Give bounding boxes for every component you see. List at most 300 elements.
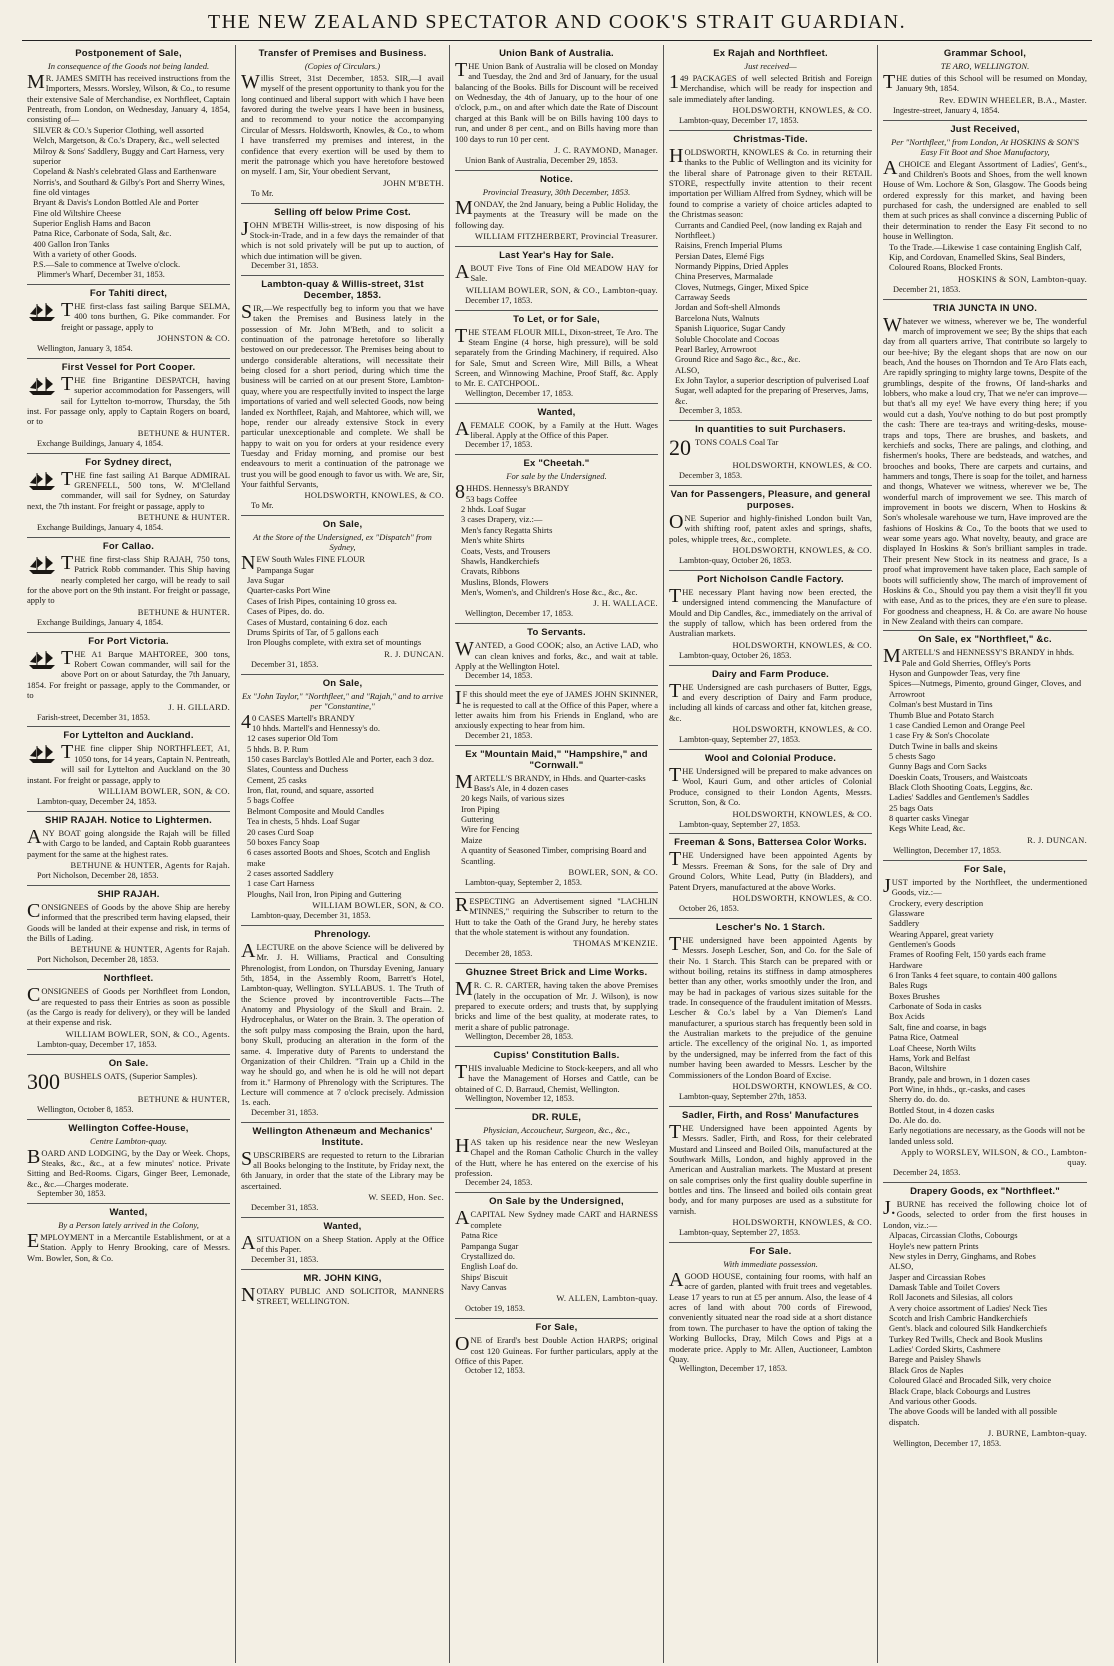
ad-list-item: Kegs White Lead, &c. [889,823,966,834]
ad-list-item: Alpacas, Circassian Cloths, Cobourgs [889,1230,1018,1241]
ad-list-item: 6 cases assorted Boots and Shoes, Scotch and English make [247,847,430,868]
ad-body: Whatever we witness, wherever we be, The wonderful march of improvement we see; By the ships that each day from all quarters arrive, That contribute so largely to our bee-hive; By the elegant shops that are now on our beach, And the houses on Thorndon and Te Aro Flats each, Are rapidly springing to mighty large towns, Despite of the grumblings, despite of the frowns, Of land-sharks and lobbers, who make a loud cry, That we ne'er can improve—but that's all my eye! We have every thing here; if you would cut a dash, You've nothing to do but post promptly the cash: There are tea-trays and writing-desks, mouse-traps and tops, There are brushes, and baskets, and kerchiefs and socks, There are palings, and clothing, and fishermen's hooks, There are bedsteads, and watches, and brooches and books, There are carpets and curtains, and hammers and tongs, There is soap for the toilet, and harness and thongs, Whatever we witness, wherever we be, The wonderful march of improvement we see. This march of improvement in boots we discern, When to Hoskins & Son's wholesale warehouse we turn, Have improved are the fashions of Hoskins & Co., To the boots that we used to wear some years ago. What novelty, beauty, and grace are displayed In Hoskins & Son's brilliant samples in trade. Their present New Stock in its neatness and grace, Is a proof what improvement have taken place, Each sample of boots will sufficiently show, The march of improvement of Hoskins & Co., Should you pay them a visit they'll fit you with ease, And as to the prices, they are e'en sure to please. For goodness and cheapness, H. & Co. are aware No house in New Zealand with theirs can compare. [883,313,1087,626]
ad-signature: HOLDSWORTH, KNOWLES, & CO. [732,639,872,650]
ad-heading: Last Year's Hay for Sale. [499,249,614,261]
ad-heading: TRIA JUNCTA IN UNO. [932,302,1038,314]
ad-signature: J. H. GILLARD. [168,701,230,712]
advertisement [241,45,444,204]
ad-heading: To Let, or for Sale, [513,313,600,325]
advertisement [27,359,230,454]
advertisement [241,926,444,1123]
ad-subheading: Centre Lambton-quay. [89,1135,168,1146]
ad-list-item: Iron Ploughs complete, with extra set of mountings [247,637,422,648]
ad-body: THIS invaluable Medicine to Stock-keepers, and all who have the Management of Horses and Cattle, can be obtained of C. D. Barraud, Chemist, Wellington. [455,1061,658,1094]
ad-heading: First Vessel for Port Cooper. [61,361,196,373]
advertisement [241,516,444,674]
ad-heading: DR. RULE, [531,1112,582,1124]
advertisement [27,45,230,285]
ad-heading: Sadler, Firth, and Ross' Manufactures [681,1109,859,1121]
ad-body: MONDAY, the 2nd January, being a Public Holiday, the payments at the Treasury will be made on the following day. [455,196,658,230]
ad-heading: For Callao. [102,540,155,552]
advertisement [241,675,444,926]
ad-signature: Rev. EDWIN WHEELER, B.A., Master. [939,94,1087,105]
ad-list-item: Cases of Mustard, containing 6 doz. each [247,616,388,627]
advertisement [241,276,444,516]
ad-subheading: Per "Northfleet," from London, At HOSKINS & SON'S Easy Fit Boot and Shoe Manufactory, [891,136,1079,157]
ad-list-item: Patna Rice [461,1230,498,1241]
advertisement [27,812,230,886]
ad-list-item: Gent's. black and coloured Silk Handkerchiefs [889,1323,1047,1334]
ad-heading: SHIP RAJAH. [97,888,160,900]
advertisement [455,746,658,893]
ad-heading: Wanted, [537,406,576,418]
ad-dateline: December 3, 1853. [679,406,743,416]
ad-subheading: (Copies of Circulars.) [304,61,381,71]
ad-body: HOLDSWORTH, KNOWLES & Co. in returning their thanks to the Public of Wellington and its vicinity for the liberal share of Patronage given to their RETAIL STORE, respectfully invite attention to their recent importation per William Alfred from Sydney, which will be found to comprise a variety of choice articles adapted to the Christmas season: [669,145,872,220]
ad-list-item: Men's fancy Regatta Shirts [461,524,553,535]
ad-dateline: Lambton-quay, September 27, 1853. [679,735,801,745]
ad-list-item: Cases of Pipes, do. do. [247,606,325,617]
ad-signature: BETHUNE & HUNTER. [137,606,230,617]
ad-signature: THOMAS M'KENZIE. [573,938,658,949]
advertisement [27,1204,230,1267]
ad-heading: For Sale, [964,863,1006,875]
ad-dateline: Lambton-quay, December 24, 1853. [37,796,157,806]
ad-body: THE fine first-class Ship RAJAH, 750 tons, Patrick Robb commander. This Ship having nearly completed her cargo, will be ready to sail for the above port on the 9th instant. For freight or passage, apply to [27,551,230,606]
ad-dateline: Lambton-quay, September 27, 1853. [679,1228,801,1238]
ad-list-item: Shawls, Handkerchiefs [461,555,540,566]
ad-list-item: 3 cases Drapery, viz.:— [461,514,543,525]
ad-signature: BOWLER, SON, & CO. [568,866,658,877]
ad-dateline: Union Bank of Australia, December 29, 1853. [465,155,618,165]
advertisement [241,1123,444,1218]
advertisement [241,1270,444,1311]
ad-list-item: Bryant & Davis's London Bottled Ale and Porter [33,197,199,208]
ad-list-item: Carbonate of Soda in casks [889,1001,982,1012]
ad-dateline: December 28, 1853. [465,949,533,959]
advertisement [883,861,1087,1183]
ad-list-item: Hardware [889,959,923,970]
ad-body: TONS COALS Coal Tar [695,436,779,447]
masthead [22,0,1092,41]
ad-list-item: To the Trade.—Likewise 1 case containing English Calf, Kip, and Cordovan, Enamelled Skins, Seal Binders, Coloured Roans, Blocked Fronts. [889,241,1082,273]
ad-heading: Wellington Coffee-House, [68,1122,189,1134]
ad-list-item: Boxes Brushes [889,990,940,1001]
advertisement [455,686,658,745]
ad-list-item: 400 Gallon Iron Tanks [33,238,110,249]
ad-signature: BETHUNE & HUNTER, [137,1093,230,1104]
advertisement [883,631,1087,860]
ad-list-item: Cases of Irish Pipes, containing 10 gross ea. [247,595,397,606]
ad-body: THE fine clipper Ship NORTHFLEET, A1, 1050 tons, for 14 years, Captain N. Pentreath, will sail for Lyttelton and Auckland on the 30 instant. For freight or passage, apply to [27,741,230,785]
ad-body: THE duties of this School will be resumed on Monday, January 9th, 1854. [883,71,1087,94]
ad-list-item: English Loaf do. [461,1261,518,1272]
ad-list-item: Jasper and Circassian Robes [889,1271,986,1282]
ad-heading: For Port Victoria. [88,635,169,647]
ad-list-item: Port Wine, in hhds., qr.-casks, and cases [889,1083,1026,1094]
ad-heading: Ghuznee Street Brick and Lime Works. [465,967,648,979]
ad-heading: Northfleet. [103,973,154,985]
ad-list-item: SILVER & CO.'s Superior Clothing, well assorted [33,124,204,135]
ad-body: THE Undersigned will be prepared to make advances on Wool, Kauri Gum, and other articles of Colonial Produce, consigned to their London Agents, Messrs. Scrutton, Son, & Co. [669,764,872,808]
ad-heading: For Sydney direct, [85,456,172,468]
advertisement [455,1193,658,1319]
ad-body: THE Undersigned have been appointed Agents by Messrs. Sadler, Firth, and Ross, for their celebrated Mustard and Linseed and Boiled Oils, manufactured at the Southwark Mills, London, and highly approved in the American and Australian markets. The Mustard at present on sale comprises only the first quality double superfine in bottles and tins. The linseed and boiled oils contain great body, and for many purposes are used as a substitute for varnish. [669,1120,872,1216]
ad-body: THE STEAM FLOUR MILL, Dixon-street, Te Aro. The Steam Engine (4 horse, high pressure), will be sold separately from the Grinding Machinery, if required. Also for Sale, Smut and Screen Wire, Mill Bills, a Wheat Screen, and Winnowing Machine, Proof Staff, &c. Apply to Mr. E. CATCHPOOL. [455,324,658,389]
ad-dateline: Wellington, December 17, 1853. [465,388,574,398]
ad-dateline: Wellington, December 17, 1853. [893,845,1002,855]
ad-list-item: 1 case Cart Harness [247,878,315,889]
ad-dateline: To Mr. [251,188,274,198]
advertisement [455,893,658,964]
ad-body: NOTARY PUBLIC AND SOLICITOR, MANNERS STREET, WELLINGTON. [241,1283,444,1307]
ad-body: IF this should meet the eye of JAMES JOHN SKINNER, he is requested to call at the Office of this Paper, where a letter awaits him from his Friends in England, who are anxiously expecting to hear from him. [455,687,658,731]
ad-dateline: Lambton-quay, December 31, 1853. [251,911,371,921]
ad-dateline: Exchange Buildings, January 4, 1854. [37,438,164,448]
ad-heading: Ex Rajah and Northfleet. [713,48,828,59]
ad-dateline: Port Nicholson, December 28, 1853. [37,955,159,965]
ad-heading: On Sale by the Undersigned, [489,1196,624,1208]
ad-heading: Just Received, [950,123,1020,135]
ad-list-item: 12 cases superior Old Tom [247,733,338,744]
ad-list-item: Pampanga Sugar [256,564,314,575]
ad-dateline: Lambton-quay, December 17, 1853. [37,1039,157,1049]
ad-list-item: Loaf Cheese, North Wilts [889,1042,976,1053]
ad-dateline: Ingestre-street, January 4, 1854. [893,105,1000,115]
ad-list-item: Patna Rice, Carbonate of Soda, Salt, &c. [33,228,172,239]
advertisement [669,919,872,1107]
ad-list-item: Bass's Ale, in 4 dozen cases [473,783,569,794]
ad-list-item: Saddlery [889,918,920,929]
ad-signature: W. ALLEN, Lambton-quay. [556,1293,658,1304]
ad-body: JOHN M'BETH Willis-street, is now disposing of his Stock-in-Trade, and in a few days the remainder of that which is not sold privately will be put up to auction, of which due intimation will be given. [241,217,444,261]
ad-large-number: 20 [669,434,691,460]
advertisement [455,311,658,404]
ad-list-item: Fine old Wiltshire Cheese [33,207,122,218]
ad-body: HAS taken up his residence near the new Wesleyan Chapel and the Roman Catholic Church in the valley of the Hutt, where he has entered on the exercise of his profession. [455,1135,658,1179]
advertisement [669,1107,872,1243]
ad-heading: For Sale, [535,1322,578,1334]
ad-heading: Ex "Mountain Maid," "Hampshire," and "Cornwall." [465,748,648,771]
ad-signature: J. H. WALLACE. [593,598,658,609]
ad-dateline: Lambton-quay, October 26, 1853. [679,650,792,660]
ad-body: THE fine fast sailing A1 Barque ADMIRAL GRENFELL, 500 tons, W. M'Clelland commander, will sail for Sydney, on Saturday next, the 7th instant. For freight or passage, apply to [27,467,230,511]
ad-signature: HOLDSWORTH, KNOWLES, & CO. [732,1217,872,1228]
ad-body: AFEMALE COOK, by a Family at the Hutt. Wages liberal. Apply at the Office of this Paper. [455,417,658,441]
ad-body: RESPECTING an Advertisement signed "LACHLIN M'INNES," requiring the Subscriber to return to the Hutt to take the Oath of the Grand Jury, he hereby states that the whole statement is without any foundation. [455,893,658,937]
advertisement [455,1047,658,1109]
column-4 [664,45,878,1663]
ad-list-item: 25 bags Oats [889,802,933,813]
newspaper-columns [22,45,1092,1663]
ad-heading: Selling off below Prime Cost. [274,206,411,218]
advertisement [455,455,658,624]
ad-list-item: Jordan and Soft-shell Almonds [675,302,781,313]
column-1 [22,45,236,1663]
ad-dateline: Lambton-quay, December 17, 1853. [679,116,799,126]
ad-list-item: Carraway Seeds [675,292,730,303]
ad-heading: Freeman & Sons, Battersea Color Works. [674,837,867,849]
advertisement [27,727,230,811]
ad-heading: To Servants. [527,627,586,639]
ad-list-item: Hyson and Gunpowder Teas, very fine [889,668,1020,679]
ad-list-item: Spanish Liquorice, Sugar Candy [675,323,786,334]
ad-list-item: Black Cloth Shooting Coats, Leggins, &c. [889,782,1033,793]
ad-body: MARTELL'S and HENNESSY'S BRANDY in hhds. [883,645,1075,668]
sailing-ship-icon [27,650,57,670]
ad-dateline: To Mr. [251,501,274,511]
ad-body: 40 CASES Martell's BRANDY [241,710,355,733]
ad-body: THE first-class fast sailing Barque SELMA, 400 tons burthen, G. Pike commander. For freight or passage, apply to [61,298,230,332]
ad-dateline: Exchange Buildings, January 4, 1854. [37,617,164,627]
ad-heading: Wool and Colonial Produce. [704,753,837,765]
ad-list-item: Scotch and Irish Cambric Handkerchiefs [889,1313,1028,1324]
ad-list-item: Dutch Twine in balls and skeins [889,740,998,751]
ad-list-item: Currants and Candied Peel, (now landing ex Rajah and Northfleet.) [675,219,862,240]
advertisement [883,45,1087,121]
ad-list-item: Ground Rice and Sago &c., &c., &c. [675,354,801,365]
masthead-title: THE NEW ZEALAND SPECTATOR AND COOK'S STRAIT GUARDIAN. [207,11,907,33]
ad-body: THE fine Brigantine DESPATCH, having superior accommodation for Passengers, will sail for Lyttelton to-morrow, Thursday, the 5th inst. For passage only, apply to Captain Rogers on board, or to [27,372,230,427]
ad-list-item: Barege and Paisley Shawls [889,1354,981,1365]
ad-signature: HOLDSWORTH, KNOWLES, & CO. [732,545,872,555]
ad-signature: HOLDSWORTH, KNOWLES, & CO. [732,808,872,819]
ad-list-item: 6 Iron Tanks 4 feet square, to contain 400 gallons [889,970,1057,981]
column-2 [236,45,450,1663]
ad-subheading: Ex "John Taylor," "Northfleet," and "Rajah," and to arrive per "Constantine," [241,690,444,711]
ad-dateline: December 21, 1853. [893,284,961,294]
ad-list-item: Ploughs, Nail Iron, Iron Piping and Guttering [247,888,402,899]
advertisement [241,204,444,276]
ad-heading: Drapery Goods, ex "Northfleet." [910,1186,1060,1198]
sailing-ship-icon [27,744,57,764]
ad-list-item: Drums Spirits of Tar, of 5 gallons each [247,626,379,637]
ad-heading: Wanted, [323,1221,362,1233]
ad-heading: Cupiss' Constitution Balls. [493,1050,620,1062]
advertisement [669,666,872,750]
ad-signature: HOSKINS & SON, Lambton-quay. [958,273,1087,284]
column-5 [878,45,1092,1663]
ad-heading: Port Nicholson Candle Factory. [697,573,844,585]
ad-list-item: Superior English Hams and Bacon [33,218,151,229]
ad-heading: Ex "Cheetah." [523,458,590,470]
ad-heading: Wellington Athenæum and Mechanics' Institute. [252,1125,433,1148]
ad-body: JUST imported by the Northfleet, the undermentioned Goods, viz.:— [883,874,1087,898]
ad-list-item: Cravats, Ribbons [461,566,520,577]
sailing-ship-icon [27,302,57,322]
ad-list-item: Persian Dates, Elemé Figs [675,250,765,261]
ad-list-item: Black Crape, black Cobourgs and Lustres [889,1385,1031,1396]
ad-list-item: Do. Ale do. do. [889,1115,941,1126]
ad-list-item: Soluble Chocolate and Cocoas [675,333,780,344]
ad-body: ANY BOAT going alongside the Rajah will be filled with Cargo to be landed, and Captain Robb guarantees payment for the same at the highest rates. [27,825,230,859]
ad-list-item: ALSO, [889,1261,914,1272]
sailing-ship-icon [27,376,57,396]
ad-heading: On Sale, [322,677,363,689]
ad-list-item: Iron Piping [461,803,500,814]
ad-dateline: Plimmer's Wharf, December 31, 1853. [37,269,165,279]
ad-list-item: Bottled Stout, in 4 dozen casks [889,1104,995,1115]
ad-list-item: Normandy Pippins, Dried Apples [675,260,789,271]
advertisement [241,1218,444,1270]
ad-body: THE Union Bank of Australia will be closed on Monday and Tuesday, the 2nd and 3rd of January, for the usual balancing of the Books. Bills for Discount will be received on Wednesday, the 4th of January, up to the hour of one o'clock, p.m., on and after which date the Rate of Discount charged at this Bank will be on Bills having 100 days to run, and under 8 per cent., and on Bills having more than 100 days to run 10 per cent. [455,59,658,144]
ad-list-item: 50 boxes Fancy Soap [247,836,320,847]
ad-signature: HOLDSWORTH, KNOWLES, & CO. [732,105,872,116]
ad-signature: HOLDSWORTH, KNOWLES, & CO. [732,892,872,903]
ad-dateline: October 19, 1853. [465,1304,525,1314]
ad-dateline: Wellington, October 8, 1853. [37,1104,134,1114]
advertisement [455,624,658,686]
advertisement [27,633,230,728]
ad-dateline: December 17, 1853. [465,295,533,305]
ad-body: CONSIGNEES of Goods per Northfleet from London, are requested to pass their Entries as soon as possible (as the Cargo is ready for delivery), or they will be landed at their expense and risk. [27,984,230,1028]
ad-heading: Van for Passengers, Pleasure, and general purposes. [670,488,871,511]
ad-dateline: December 24, 1853. [465,1178,533,1188]
ad-list-item: Java Sugar [247,575,285,586]
ad-list-item: Early negotiations are necessary, as the Goods will not be landed unless sold. [889,1125,1085,1146]
ad-dateline: Farish-street, December 31, 1853. [37,712,150,722]
advertisement [27,285,230,359]
ad-list-item: Ladies' Corded Skirts, Cashmere [889,1344,1001,1355]
ad-dateline: Lambton-quay, October 26, 1853. [679,556,792,565]
advertisement [27,886,230,970]
ad-list-item: Brandy, pale and brown, in 1 dozen cases [889,1073,1030,1084]
ad-list-item: Milroy & Sons' Saddlery, Buggy and Cart Harness, very superior [33,145,225,166]
ad-body: SUBSCRIBERS are requested to return to the Librarian all Books belonging to the Institute, by Friday next, the 6th January, in order that the state of the Library may be ascertained. [241,1147,444,1191]
ad-body: 149 PACKAGES of well selected British and Foreign Merchandise, which will be ready for inspection and sale immediately after landing. [669,71,872,104]
ad-dateline: Wellington, December 17, 1853. [465,609,574,619]
ad-signature: HOLDSWORTH, KNOWLES, & CO. [304,490,444,501]
ad-dateline: December 3, 1853. [679,470,743,480]
ad-list-item: Doeskin Coats, Trousers, and Waistcoats [889,771,1028,782]
ad-list-item: Bales Rugs [889,980,928,991]
ad-body: MARTELL'S BRANDY, in Hhds. and Quarter-casks [455,770,646,793]
ad-signature: Apply to WORSLEY, WILSON, & CO., Lambton-quay. [900,1147,1087,1168]
ad-body: THE A1 Barque MAHTOREE, 300 tons, Robert Cowan commander, will sail for the above Port on or about Saturday, the 7th January, 1854. For freight or passage, apply to the Commander, or to [27,646,230,701]
ad-list-item: Ex John Taylor, a superior description of pulverised Loaf Sugar, well adapted for the preparing of Preserves, Jams, &c. [675,374,870,406]
ad-list-item: With a variety of other Goods. [33,249,137,260]
ad-subheading: TE ARO, WELLINGTON. [940,61,1030,71]
ad-signature: WILLIAM BOWLER, SON, & CO. [312,900,444,911]
ad-body: ACHOICE and Elegant Assortment of Ladies', Gent's., and Children's Boots and Shoes, from the well known House of Wm. Lochore & Son, Glasgow. The Goods being ordered expressly for this market, and having been purchased for cash, the undersigned are enabled to sell them at such prices as shall convince a discerning Public of their determination to render the Easy Fit second to no house in Wellington. [883,156,1087,242]
ad-heading: For Tahiti direct, [89,287,168,299]
ad-heading: Transfer of Premises and Business. [258,48,427,59]
advertisement [27,538,230,633]
sailing-ship-icon [27,471,57,491]
column-3 [450,45,664,1663]
advertisement [455,45,658,171]
ad-subheading: In consequence of the Goods not being landed. [47,61,210,71]
ad-list-item: Men's white Shirts [461,535,525,546]
ad-heading: SHIP RAJAH. Notice to Lightermen. [45,814,212,826]
ad-body: THE necessary Plant having now been erected, the undersigned intend commencing the Manufacture of Mould and Dip Candles, &c., immediately on the arrival of the supply of tallow, which has been ordered from the Australian markets. [669,584,872,639]
ad-dateline: Exchange Buildings, January 4, 1854. [37,523,164,532]
ad-body: ABOUT Five Tons of Fine Old MEADOW HAY for Sale. [455,260,658,284]
ad-dateline: Port Nicholson, December 28, 1853. [37,870,159,880]
advertisement [669,834,872,918]
ad-list-item: China Preserves, Marmalade [675,271,773,282]
advertisement [883,300,1087,632]
ad-list-item: Damask Table and Toilet Covers [889,1281,1000,1292]
ad-dateline: September 30, 1853. [37,1189,106,1199]
ad-dateline: Wellington, December 17, 1853. [893,1438,1002,1448]
ad-body: MR. C. R. CARTER, having taken the above Premises (lately in the occupation of Mr. J. Wilson), is now prepared to execute orders; and trusts that, by supplying bricks and lime of the best quality, at moderate rates, to merit a share of public patronage. [455,978,658,1032]
ad-signature: WILLIAM BOWLER, SON, & CO., Agents. [65,1028,230,1039]
advertisement [669,45,872,131]
ad-list-item: 10 hhds. Martell's and Hennessy's do. [252,722,380,733]
ad-subheading: For sale by the Undersigned. [506,471,607,482]
ad-list-item: Cloves, Nutmegs, Ginger, Mixed Spice [675,281,809,292]
ad-list-item: Coats, Vests, and Trousers [461,545,551,556]
ad-list-item: Iron, flat, round, and square, assorted [247,785,374,796]
ad-body: J.BURNE has received the following choice lot of Goods, selected to order from the first houses in London, viz.:— [883,1197,1087,1230]
ad-signature: JOHN M'BETH. [383,177,444,188]
ad-body: SIR,—We respectfully beg to inform you that we have taken the Premises and Business lately in the possession of Mr. John M'Beth, and to solicit a continuation of the patronage heretofore so liberally bestowed on our predecessor. The Premises being about to undergo considerable alterations, will necessitate their being closed for a short period, during which time the business will be carried on at our present Store, Lambton-quay, where you are respectfully invited to inspect the large importations of varied and well selected Goods, now being landed ex Northfleet, Rajah, and Mahtoree, which will, we hope, render our already extensive Stock in every particular unexceptionable and complete. We shall be happy to wait on you for orders at your residence every Tuesday and Friday morning, and promise our best endeavours to merit a continuation of the patronage we trust you will be good enough to favor us with. We are, Sir, Your faithful Servants, [241,300,444,490]
ad-list-item: Men's, Women's, and Children's Hose &c., &c., &c. [461,586,638,597]
ad-list-item: Wearing Apparel, great variety [889,928,994,939]
ad-list-item: Wire for Fencing [461,824,520,835]
ad-heading: Postponement of Sale, [75,48,182,59]
ad-dateline: Lambton-quay, September 27th, 1853. [679,1091,807,1101]
ad-list-item: 2 cases assorted Saddlery [247,867,334,878]
ad-body: THE Undersigned are cash purchasers of Butter, Eggs, and every description of Dairy and Farm produce, including all kinds of carcass and other fat, kitchen grease, &c. [669,679,872,723]
advertisement [455,404,658,456]
ad-list-item: 5 hhds. B. P. Rum [247,743,309,754]
ad-list-item: Black Gros de Naples [889,1364,964,1375]
ad-list-item: Welch, Margetson, & Co.'s Drapery, &c., well selected [33,135,220,146]
ad-list-item: Crystallized do. [461,1250,515,1261]
ad-dateline: Wellington, December 28, 1853. [465,1032,574,1042]
ad-dateline: December 31, 1853. [251,1107,319,1117]
ad-dateline: Lambton-quay, September 2, 1853. [465,877,582,887]
ad-list-item: Belmont Composite and Mould Candles [247,805,384,816]
ad-heading: Lescher's No. 1 Starch. [715,921,826,933]
ad-list-item: Coloured Glacé and Brocaded Silk, very choice [889,1375,1052,1386]
ad-subheading: By a Person lately arrived in the Colony, [58,1220,199,1230]
ad-list-item: Navy Canvas [461,1281,507,1292]
ad-list-item: Sherry do. do. do. [889,1094,950,1105]
ad-signature: JOHNSTON & CO. [157,332,230,343]
ad-list-item: New styles in Derry, Ginghams, and Robes [889,1250,1036,1261]
ad-dateline: December 31, 1853. [251,260,319,270]
ad-list-item: Raisins, French Imperial Plums [675,240,783,251]
advertisement [669,131,872,421]
ad-list-item: Barcelona Nuts, Walnuts [675,312,760,323]
ad-list-item: Quarter-casks Port Wine [247,585,331,596]
ad-body: THE Undersigned have been appointed Agents by Messrs. Freeman & Sons, for the sale of Dry and Ground Colors, White Lead, Putty (in Bladders), and Patent Dryers, manufactured at the above Works. [669,848,872,892]
ad-subheading: Physician, Accoucheur, Surgeon, &c., &c., [483,1125,630,1136]
ad-list-item: And various other Goods. [889,1395,977,1406]
ad-heading: On Sale. [108,1057,149,1069]
ad-signature: HOLDSWORTH, KNOWLES, & CO. [732,1080,872,1091]
ad-heading: For Sale. [749,1246,792,1258]
ad-signature: J. BURNE, Lambton-quay. [987,1427,1087,1438]
ad-dateline: December 14, 1853. [465,671,533,681]
ad-large-number: 300 [27,1068,60,1094]
ad-subheading: At the Store of the Undersigned, ex "Dispatch" from Sydney, [253,532,432,553]
ad-list-item: Maize [461,834,483,845]
ad-body: MR. JAMES SMITH has received instructions from the Importers, Messrs. Worsley, Wilson, & Co., to resume their extensive Sale of Merchandise, ex Northfleet, Captain Pentreath, from London, on Wednesday, January 4, 1854, consisting of— [27,71,230,125]
ad-dateline: Wellington, November 12, 1853. [465,1094,575,1104]
advertisement [27,1055,230,1120]
ad-subheading: Just received— [744,61,797,71]
ad-list-item: Ladies' Saddles and Gentlemen's Saddles [889,792,1029,803]
ad-list-item: 2 hhds. Loaf Sugar [461,504,526,515]
ad-list-item: Crockery, every description [889,897,984,908]
ad-list-item: Roll Jaconets and Silesias, all colors [889,1292,1013,1303]
advertisement [883,121,1087,300]
ad-dateline: December 17, 1853. [465,440,533,450]
